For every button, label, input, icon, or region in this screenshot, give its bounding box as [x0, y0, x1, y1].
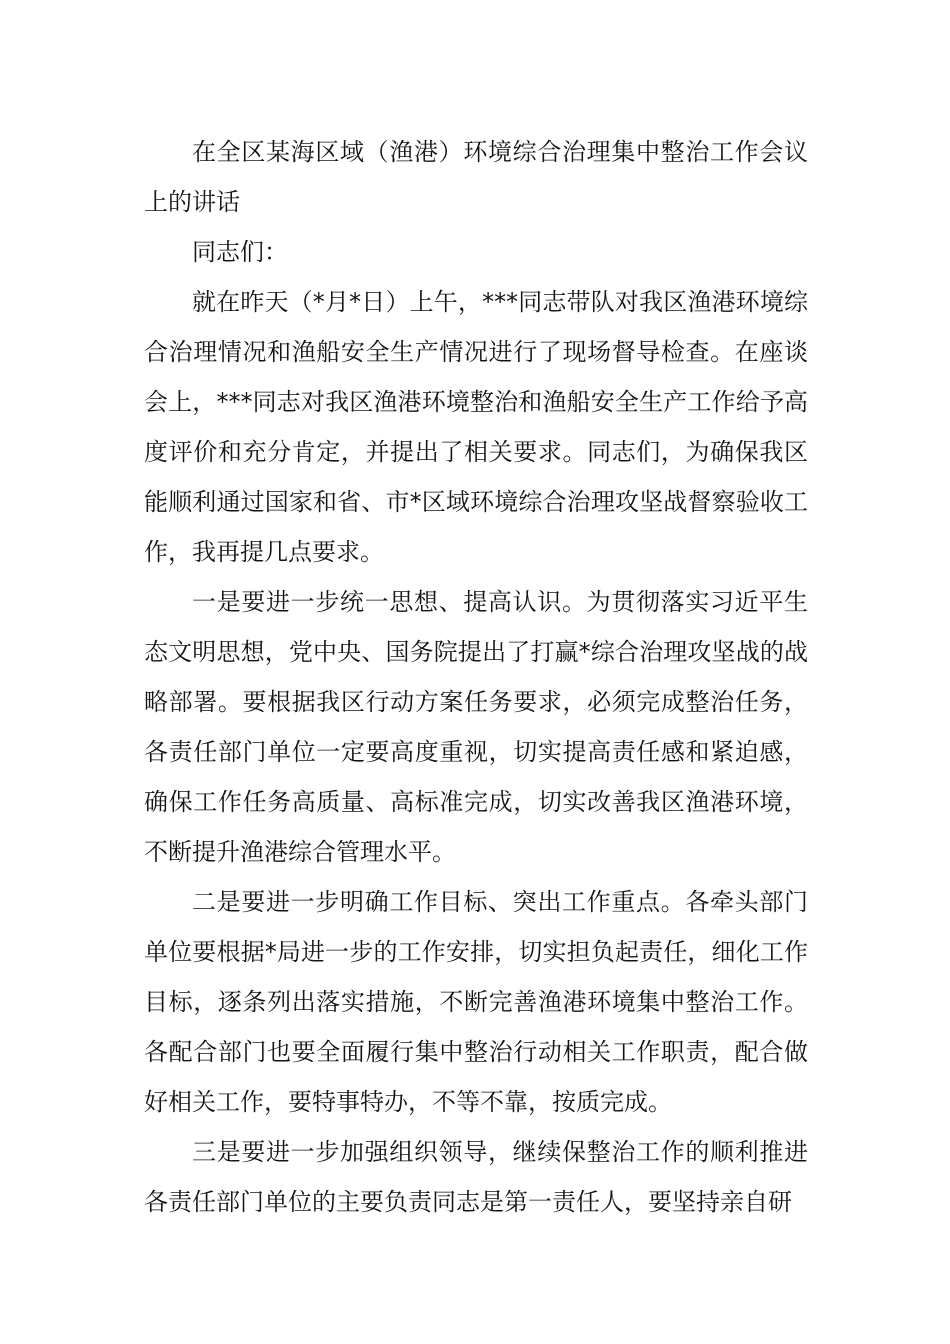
- paragraph-1: 就在昨天（*月*日）上午，***同志带队对我区渔港环境综合治理情况和渔船安全生产情况进行了现场督导检查。在座谈会上，***同志对我区渔港环境整治和渔船安全生产工作给予高度评价和充分肯定，并提出了相关要求。同志们，为确保我区能顺利通过国家和省、市*区域环境综合治理攻坚战督察验收工作，我再提几点要求。: [144, 288, 808, 566]
- salutation: 同志们：: [192, 238, 288, 266]
- paragraph-3: 二是要进一步明确工作目标、突出工作重点。各牵头部门单位要根据*局进一步的工作安排，切实担负起责任，细化工作目标，逐条列出落实措施，不断完善渔港环境集中整治工作。各配合部门也要全面履行集中整治行动相关工作职责，配合做好相关工作，要特事特办，不等不靠，按质完成。: [144, 888, 808, 1116]
- paragraph-2: 一是要进一步统一思想、提高认识。为贯彻落实习近平生态文明思想，党中央、国务院提出了打赢*综合治理攻坚战的战略部署。要根据我区行动方案任务要求，必须完成整治任务，各责任部门单位一定要高度重视，切实提高责任感和紧迫感，确保工作任务高质量、高标准完成，切实改善我区渔港环境，不断提升渔港综合管理水平。: [144, 588, 808, 866]
- paragraph-4: 三是要进一步加强组织领导，继续保整治工作的顺利推进各责任部门单位的主要负责同志是第一责任人，要坚持亲自研: [144, 1138, 808, 1216]
- document-title: 在全区某海区域（渔港）环境综合治理集中整治工作会议上的讲话: [144, 138, 808, 216]
- document-page: [144, 127, 808, 1227]
